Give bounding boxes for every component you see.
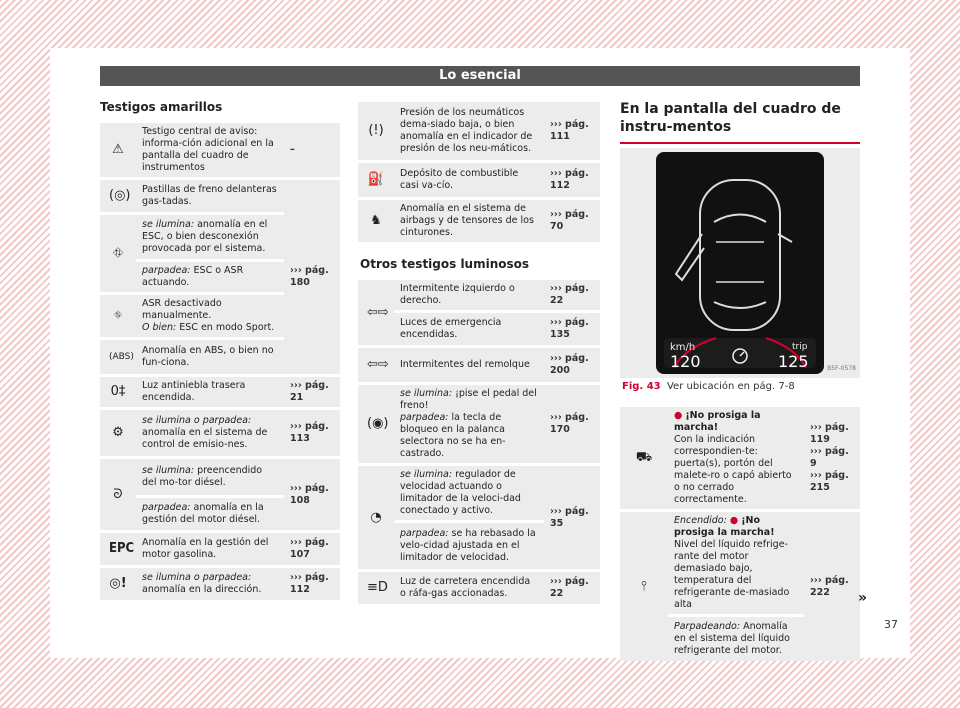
row-text: Presión de los neumáticos dema-siado baja, o bien anomalía en el indicador de presión de los neu-máticos. [394,102,544,160]
row-page: ››› pág. 112 [284,568,340,600]
row-italic: se ilumina o parpadea: [142,415,252,426]
row-page: ››› pág. 135 [544,313,600,345]
table-row [358,466,600,520]
row-page: ››› pág. 22 [544,280,600,310]
car-top-view-icon [656,152,824,374]
high-beam-icon: ≡D [367,580,388,595]
caption-label: Fig. 43 [622,381,661,392]
row-text: Nivel del líquido refrige-rante del motor demasiado bajo, temperatura del refrigerante de-masiado alta [674,539,790,610]
warning-triangle-icon: ⚠ [112,142,124,157]
table-row [358,102,600,160]
row-bold: ¡No prosiga la marcha! [674,410,761,433]
row-page: ››› pág. 200 [544,348,600,382]
row-page: ››› pág. 119 [810,422,849,445]
steering-icon: ◎! [109,576,127,591]
row-italic: se ilumina o parpadea: [142,572,252,583]
row-italic: Encendido: [674,515,727,526]
abs-icon: (ABS) [109,352,134,362]
right-table-wrap [620,404,860,664]
row-page: ››› pág. 180 [284,180,340,374]
row-text: Luz antiniebla trasera encendida. [136,377,284,407]
row-page: – [284,123,340,177]
coolant-icon: ⫯ [641,578,647,594]
table-row [100,533,340,565]
turn-signal-icon: ⇦⇨ [367,304,389,320]
brake-pads-icon: (◎) [109,188,131,203]
table-row [620,512,860,614]
figure-caption [622,381,795,392]
row-text: Con la indicación correspondien-te: puerta(s), portón del malete-ro o capó abierto o no cerrado correctamente. [674,434,792,505]
row-text: anomalía en el sistema de control de emisio-nes. [142,427,268,450]
row-text: Intermitente izquierdo o derecho. [394,280,544,310]
row-text: anomalía en la gestión del motor diésel. [142,502,264,525]
row-page: ››› pág. 170 [544,385,600,463]
row-italic: se ilumina: [142,219,195,230]
figure-code: B5F-0578 [827,365,856,372]
row-text: Testigo central de aviso: informa-ción adicional en la pantalla del cuadro de instrumentos [136,123,284,177]
table-row [100,459,340,495]
row-italic: parpadea: [142,502,191,513]
row-italic: parpadea: [400,412,449,423]
row-text: ESC en modo Sport. [176,322,275,333]
row-text: la tecla de bloqueo en la palanca selectora no se ha en-castrado. [400,412,506,459]
row-text: se ha rebasado la velo-cidad ajustada en el limitador de velocidad. [400,528,536,563]
table-row [358,280,600,310]
table-row [100,377,340,407]
airbag-icon: ♞ [370,213,382,228]
esc-icon: ⛗ [112,245,124,261]
brake-pedal-icon: (◉) [367,416,389,431]
row-text: Anomalía en ABS, o bien no fun-ciona. [136,340,284,374]
table-row [358,313,600,345]
fuel-icon: ⛽ [367,172,385,187]
row-page: ››› pág. 108 [284,459,340,530]
row-text: ESC o ASR actuando. [142,265,244,288]
page-number: 37 [884,618,898,631]
speed-value: 120 [670,352,701,371]
row-page: ››› pág. 107 [284,533,340,565]
table-row [100,410,340,456]
row-italic: parpadea: [400,528,449,539]
esc-off-icon: ⛗ [114,310,122,321]
row-text: anomalía en el ESC, o bien desconexión provocada por el sistema. [142,219,268,254]
table-row [620,407,860,509]
section-title-other: Otros testigos luminosos [360,257,530,271]
row-page: ››› pág. 113 [284,410,340,456]
row-italic: se ilumina: [142,465,195,476]
row-text: Anomalía en el sistema del líquido refrigerante del motor. [674,621,790,656]
figure-dashboard [620,148,860,378]
table-row [100,568,340,600]
trip-value: 125 [778,352,809,371]
row-text: regulador de velocidad actuando o limitador de la veloci-dad conectado y activo. [400,469,521,516]
row-bold: ¡No prosiga la marcha! [674,515,775,538]
table-row [358,385,600,463]
row-page: ››› pág. 21 [284,377,340,407]
section-title-yellow: Testigos amarillos [100,100,223,114]
row-text: anomalía en la dirección. [142,584,262,595]
row-italic: Parpadeando: [674,621,741,632]
table-row [358,572,600,604]
row-italic: parpadea: [142,265,191,276]
row-text: Depósito de combustible casi va-cío. [394,163,544,197]
engine-icon: ⚙ [112,425,124,440]
table-row [100,123,340,177]
row-page: ››› pág. 215 [810,470,849,493]
door-open-icon: ⛟ [635,450,653,465]
trip-label: trip [792,342,808,352]
speed-limiter-icon: ◔ [370,509,382,525]
instrument-display [656,152,824,374]
tire-pressure-icon: (!) [368,123,384,138]
row-page: ››› pág. 35 [544,466,600,569]
yellow-warnings-table [100,120,340,603]
table-row [100,180,340,212]
row-page: ››› pág. 70 [544,200,600,242]
row-italic: se ilumina: [400,469,453,480]
row-text: Pastillas de freno delanteras gas-tadas. [136,180,284,212]
row-text: Anomalía en la gestión del motor gasolina. [136,533,284,565]
table-row [358,163,600,197]
row-page: ››› pág. 22 [544,572,600,604]
epc-icon: EPC [109,541,135,556]
table-row [358,200,600,242]
page-header: Lo esencial [100,66,860,86]
row-text: ¡pise el pedal del freno! [400,388,537,411]
stop-icon: ● [729,515,739,526]
stop-icon: ● [674,410,683,421]
row-text: Luz de carretera encendida o ráfa-gas accionadas. [394,572,544,604]
row-italic: O bien: [142,322,177,333]
row-text: Anomalía en el sistema de airbags y de tensores de los cinturones. [394,200,544,242]
row-page: ››› pág. 9 [810,446,849,469]
row-page: ››› pág. 111 [544,102,600,160]
other-lights-table [358,277,600,607]
row-text: Intermitentes del remolque [394,348,544,382]
speed-unit: km/h [670,342,696,353]
row-page: ››› pág. 112 [544,163,600,197]
row-text: ASR desactivado manualmente. [142,298,222,321]
rear-fog-icon: 0‡ [110,384,126,399]
continue-marker: » [858,590,868,606]
middle-column [358,99,600,607]
row-text: preencendido del mo-tor diésel. [142,465,263,488]
glow-plug-icon: ᘐ [113,486,123,502]
table-row [358,348,600,382]
section-title-display: En la pantalla del cuadro de instru-mentos [620,100,860,144]
row-text: Luces de emergencia encendidas. [394,313,544,345]
caption-text: Ver ubicación en pág. 7-8 [666,381,795,392]
row-italic: se ilumina: [400,388,453,399]
display-warnings-table [620,404,860,664]
row-page: ››› pág. 222 [804,512,860,661]
trailer-signal-icon: ⇦⇨ [367,357,389,372]
right-column [620,100,860,144]
yellow-warnings-table-cont [358,99,600,245]
left-column [100,100,340,603]
